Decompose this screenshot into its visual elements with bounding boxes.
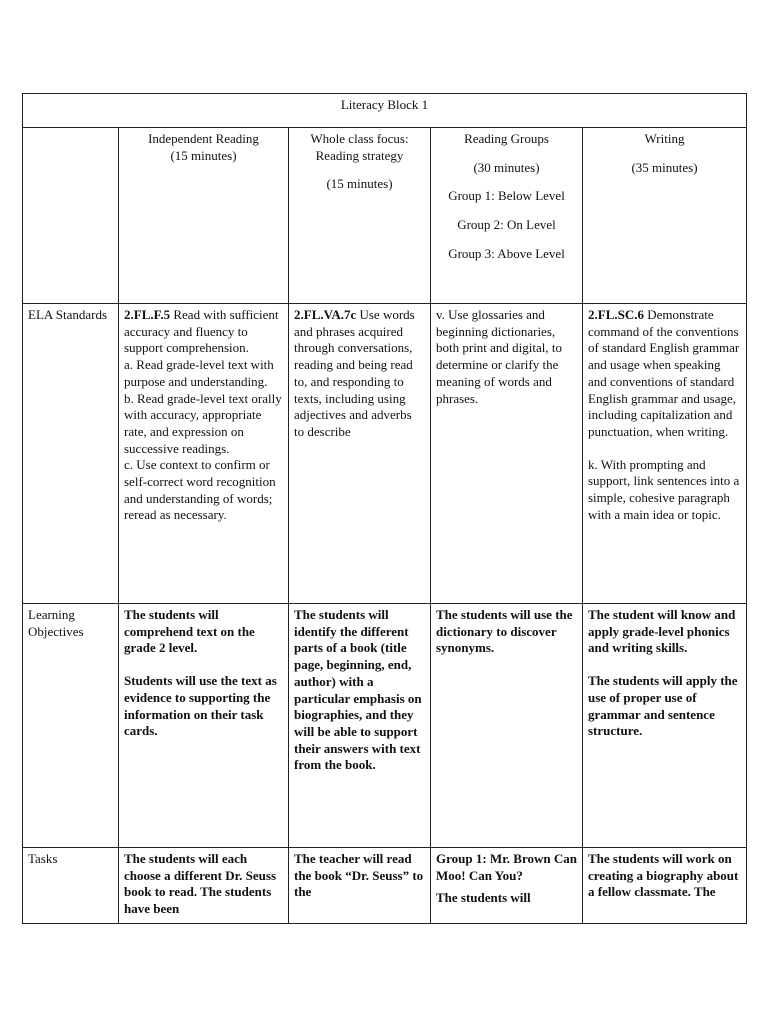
header-label: Whole class focus: [310,131,409,146]
learning-objectives-row [23,604,747,848]
standard-item-a: a. Read grade-level text with purpose and understanding. [124,357,274,389]
header-reading-groups [431,128,583,304]
header-empty-cell [23,128,119,304]
header-label: Writing [644,131,685,146]
header-whole-class [289,128,431,304]
ela-reading-groups-cell [431,304,583,604]
row-label-ela-standards: ELA Standards [23,304,119,604]
ela-independent-cell [119,304,289,604]
header-label: Reading Groups [464,131,549,146]
header-sublabel: Reading strategy [315,147,404,163]
task-text: The students will each choose a different Dr. Seuss book to read. The students have been [124,851,277,917]
standard-text: v. Use glossaries and beginning dictionaries, both print and digital, to determine or clarify the meaning of words and phrases. [436,307,563,406]
objective-text: The students will apply the use of proper use of grammar and sentence structure. [588,673,738,739]
header-label: Independent Reading [148,131,259,146]
header-group-2: Group 2: On Level [457,217,556,233]
task-text: The teacher will read the book “Dr. Seuss” to the [294,851,424,900]
standard-code: 2.FL.VA.7c [294,307,357,322]
tasks-independent-cell [119,848,289,924]
table-title: Literacy Block 1 [23,94,747,128]
ela-writing-cell [583,304,747,604]
header-writing [583,128,747,304]
task-text: Group 1: Mr. Brown Can Moo! Can You? [436,851,577,883]
row-label-tasks: Tasks [23,848,119,924]
header-duration: (15 minutes) [170,147,237,163]
objectives-reading-groups-cell [431,604,583,848]
title-row [23,94,747,128]
standard-item-c: c. Use context to confirm or self-correct word recognition and understanding of words; reread as necessary. [124,457,276,523]
header-duration: (30 minutes) [473,159,540,175]
row-label-learning-objectives: Learning Objectives [23,604,119,848]
ela-standards-row [23,304,747,604]
objective-text: The students will use the dictionary to discover synonyms. [436,607,573,656]
header-row [23,128,747,304]
header-duration: (15 minutes) [326,176,393,192]
objectives-independent-cell [119,604,289,848]
ela-whole-class-cell [289,304,431,604]
tasks-whole-class-cell [289,848,431,924]
standard-item-b: b. Read grade-level text orally with accuracy, appropriate rate, and expression on successive readings. [124,390,282,456]
task-text: The students will work on creating a biography about a fellow classmate. The [588,851,739,900]
objective-text: The students will comprehend text on the grade 2 level. [124,607,255,656]
standard-text: Demonstrate command of the conventions of standard English grammar and usage when speaking and conventions of standard English grammar and usage, including capitalization and punctuation, when writing. [588,307,740,439]
tasks-writing-cell [583,848,747,924]
tasks-reading-groups-cell [431,848,583,924]
objective-text: Students will use the text as evidence to supporting the information on their task cards. [124,673,277,739]
header-independent-reading [119,128,289,304]
standard-code: 2.FL.SC.6 [588,307,644,322]
standard-text: Read with sufficient accuracy and fluency to support comprehension. [124,307,279,356]
task-text: The students will [436,890,531,906]
literacy-block-table [22,93,747,924]
standard-item-k: k. With prompting and support, link sentences into a simple, cohesive paragraph with a main idea or topic. [588,456,740,522]
objective-text: The student will know and apply grade-level phonics and writing skills. [588,607,736,656]
header-group-3: Group 3: Above Level [448,245,565,261]
tasks-row [23,848,747,924]
objectives-writing-cell [583,604,747,848]
header-duration: (35 minutes) [631,159,698,175]
standard-text: Use words and phrases acquired through conversations, reading and being read to, and responding to texts, including using adjectives and adverbs to describe [294,307,415,439]
objectives-whole-class-cell [289,604,431,848]
objective-text: The students will identify the different parts of a book (title page, beginning, end, author) with a particular emphasis on biographies, and they will be able to support their answers with text from the book. [294,607,422,773]
standard-code: 2.FL.F.5 [124,307,171,322]
header-group-1: Group 1: Below Level [448,188,565,204]
